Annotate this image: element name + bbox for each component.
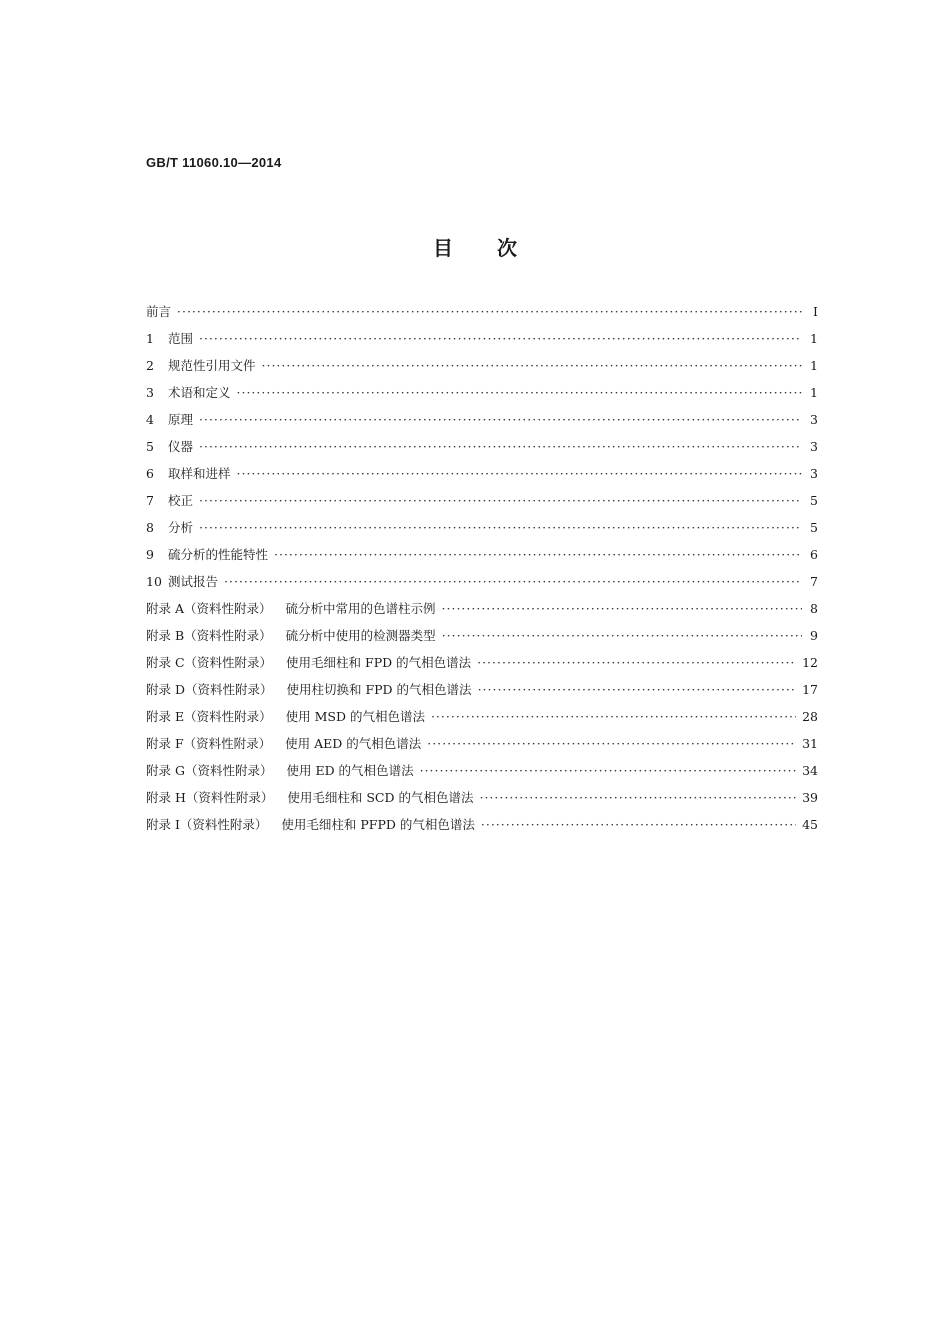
toc-leader-dots xyxy=(199,439,802,454)
page-title-char-1: 目 xyxy=(433,236,453,260)
toc-entry-page-number: 1 xyxy=(810,385,818,400)
toc-entry-annex-label: 附录 B（资料性附录） xyxy=(146,628,272,643)
toc-entry-annex-label: 附录 G（资料性附录） xyxy=(146,763,273,778)
toc-entry-annex-label: 附录 H（资料性附录） xyxy=(146,790,274,805)
toc-entry[interactable] xyxy=(146,437,818,464)
toc-entry[interactable] xyxy=(146,518,818,545)
toc-entry-annex-label: 附录 E（资料性附录） xyxy=(146,709,272,724)
toc-entry[interactable] xyxy=(146,491,818,518)
toc-entry-page-number: 45 xyxy=(802,817,818,832)
toc-entry-title: 术语和定义 xyxy=(168,385,231,400)
toc-entry-page-number: 39 xyxy=(802,790,818,805)
toc-entry-number: 9 xyxy=(146,547,154,562)
toc-leader-dots xyxy=(199,412,802,427)
toc-leader-dots xyxy=(274,547,802,562)
toc-entry-number: 2 xyxy=(146,358,154,373)
toc-entry[interactable] xyxy=(146,410,818,437)
toc-entry[interactable] xyxy=(146,599,818,626)
toc-leader-dots xyxy=(442,601,802,616)
toc-leader-dots xyxy=(420,763,797,778)
toc-entry-title: 使用毛细柱和 FPD 的气相色谱法 xyxy=(286,655,472,670)
toc-entry[interactable] xyxy=(146,545,818,572)
toc-entry-annex-label: 附录 I（资料性附录） xyxy=(146,817,268,832)
toc-entry[interactable] xyxy=(146,653,818,680)
toc-entry-page-number: 17 xyxy=(802,682,818,697)
toc-entry-page-number: 12 xyxy=(802,655,818,670)
toc-entry-page-number: 1 xyxy=(810,358,818,373)
toc-entry-page-number: 5 xyxy=(810,493,818,508)
toc-entry[interactable] xyxy=(146,734,818,761)
toc-entry-number: 6 xyxy=(146,466,154,481)
toc-entry-title: 仪器 xyxy=(168,439,194,454)
toc-entry-title: 范围 xyxy=(168,331,194,346)
toc-entry-title: 使用 AED 的气相色谱法 xyxy=(285,736,422,751)
toc-entry-page-number: 28 xyxy=(802,709,818,724)
toc-entry-number: 4 xyxy=(146,412,154,427)
toc-entry[interactable] xyxy=(146,356,818,383)
toc-leader-dots xyxy=(224,574,802,589)
toc-entry-page-number: 7 xyxy=(810,574,818,589)
toc-entry[interactable] xyxy=(146,329,818,356)
toc-entry-title: 原理 xyxy=(168,412,194,427)
toc-entry-title: 使用毛细柱和 PFPD 的气相色谱法 xyxy=(281,817,475,832)
toc-leader-dots xyxy=(431,709,796,724)
toc-entry-number: 1 xyxy=(146,331,154,346)
toc-entry-annex-label: 附录 F（资料性附录） xyxy=(146,736,272,751)
toc-entry[interactable] xyxy=(146,464,818,491)
standard-code: GB/T 11060.10—2014 xyxy=(146,155,282,170)
toc-leader-dots xyxy=(442,628,802,643)
toc-entry-title: 硫分析中常用的色谱柱示例 xyxy=(285,601,436,616)
toc-entry-title: 测试报告 xyxy=(168,574,219,589)
toc-entry-title: 取样和进样 xyxy=(168,466,231,481)
toc-entry-number: 5 xyxy=(146,439,154,454)
toc-entry[interactable] xyxy=(146,383,818,410)
toc-entry-number: 3 xyxy=(146,385,154,400)
toc-leader-dots xyxy=(177,304,802,319)
toc-leader-dots xyxy=(478,682,797,697)
toc-leader-dots xyxy=(237,466,802,481)
toc-entry-page-number: 3 xyxy=(810,439,818,454)
toc-entry-annex-label: 附录 A（资料性附录） xyxy=(146,601,272,616)
toc-entry-page-number: Ⅰ xyxy=(813,304,818,319)
toc-entry-title: 分析 xyxy=(168,520,194,535)
toc-entry-page-number: 31 xyxy=(802,736,818,751)
toc-entry-title: 校正 xyxy=(168,493,194,508)
page-title xyxy=(0,232,950,261)
toc-entry-number: 10 xyxy=(146,574,162,589)
toc-entry-number: 8 xyxy=(146,520,154,535)
toc-entry-page-number: 3 xyxy=(810,466,818,481)
toc-entry[interactable] xyxy=(146,680,818,707)
toc-entry[interactable] xyxy=(146,572,818,599)
toc-leader-dots xyxy=(481,817,796,832)
toc-entry-page-number: 6 xyxy=(810,547,818,562)
toc-leader-dots xyxy=(237,385,802,400)
toc-leader-dots xyxy=(479,790,796,805)
toc-entry-annex-label: 附录 D（资料性附录） xyxy=(146,682,273,697)
page-title-char-2: 次 xyxy=(497,236,517,260)
toc-leader-dots xyxy=(199,493,802,508)
toc-entry[interactable] xyxy=(146,788,818,815)
toc-entry-title: 使用柱切换和 FPD 的气相色谱法 xyxy=(286,682,472,697)
toc-leader-dots xyxy=(262,358,802,373)
toc-entry-title: 使用毛细柱和 SCD 的气相色谱法 xyxy=(287,790,474,805)
toc-entry-page-number: 34 xyxy=(802,763,818,778)
toc-entry-page-number: 9 xyxy=(810,628,818,643)
toc-leader-dots xyxy=(477,655,796,670)
toc-entry[interactable] xyxy=(146,302,818,329)
toc-entry-title: 规范性引用文件 xyxy=(168,358,256,373)
toc-entry-title: 硫分析的性能特性 xyxy=(168,547,269,562)
toc-entry-title: 前言 xyxy=(146,304,172,319)
toc-entry-title: 硫分析中使用的检测器类型 xyxy=(285,628,436,643)
toc-entry[interactable] xyxy=(146,815,818,842)
toc-leader-dots xyxy=(427,736,796,751)
toc-entry-title: 使用 ED 的气相色谱法 xyxy=(286,763,414,778)
toc-leader-dots xyxy=(199,520,802,535)
toc-entry[interactable] xyxy=(146,761,818,788)
toc-entry-title: 使用 MSD 的气相色谱法 xyxy=(285,709,425,724)
toc-entry-page-number: 1 xyxy=(810,331,818,346)
toc-entry[interactable] xyxy=(146,707,818,734)
toc-entry-annex-label: 附录 C（资料性附录） xyxy=(146,655,273,670)
toc-entry-page-number: 3 xyxy=(810,412,818,427)
table-of-contents xyxy=(146,302,818,842)
toc-entry-page-number: 5 xyxy=(810,520,818,535)
toc-entry[interactable] xyxy=(146,626,818,653)
toc-leader-dots xyxy=(199,331,802,346)
toc-entry-number: 7 xyxy=(146,493,154,508)
toc-entry-page-number: 8 xyxy=(810,601,818,616)
